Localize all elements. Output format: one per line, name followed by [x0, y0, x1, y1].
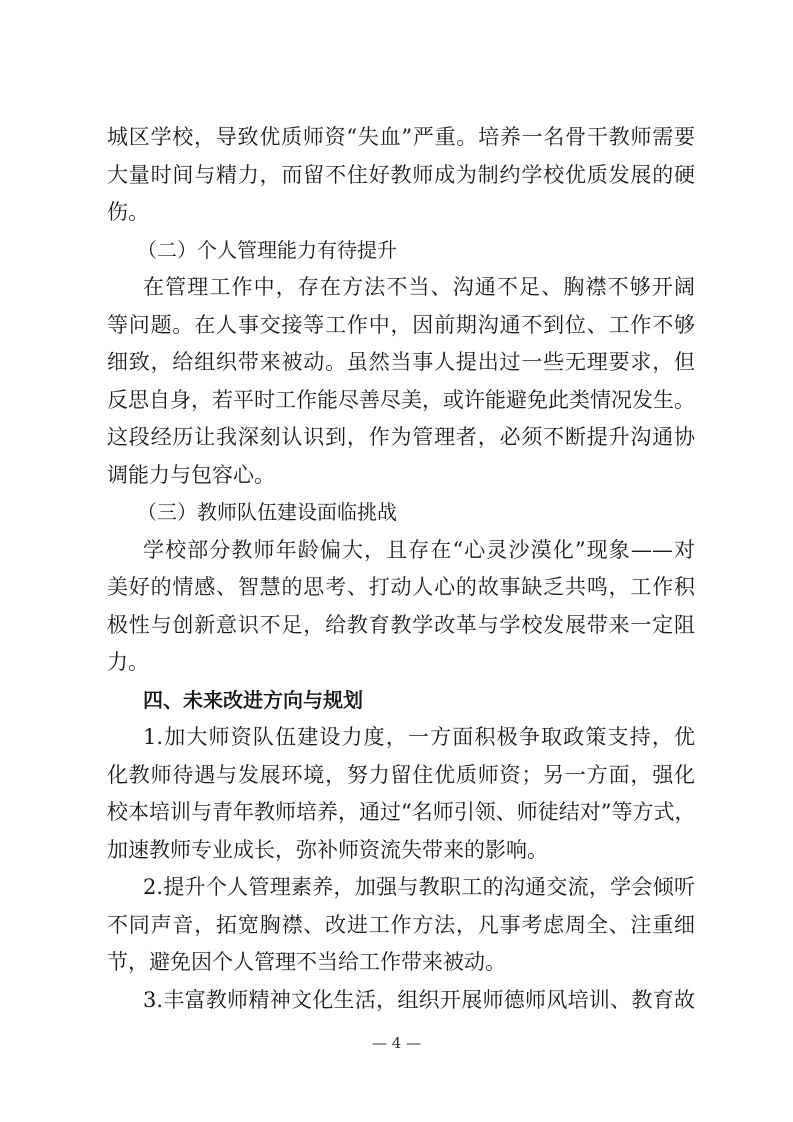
text-line: 学校部分教师年龄偏大，且存在“心灵沙漠化”现象——对: [143, 537, 695, 562]
text-line: （三）教师队伍建设面临挑战: [137, 500, 397, 524]
text-line: 这段经历让我深刻认识到，作为管理者，必须不断提升沟通协: [107, 425, 695, 449]
text-line: 极性与创新意识不足，给教育教学改革与学校发展带来一定阻: [107, 612, 695, 637]
paragraph: [107, 269, 695, 494]
text-line: （二）个人管理能力有待提升: [137, 237, 397, 262]
text-line: 大量时间与精力，而留不住好教师成为制约学校优质发展的硬: [107, 162, 695, 187]
text-line: 等问题。在人事交接等工作中，因前期沟通不到位、工作不够: [107, 312, 695, 337]
text-line: 节，避免因个人管理不当给工作带来被动。: [107, 950, 506, 974]
text-line: 加速教师专业成长，弥补师资流失带来的影响。: [107, 837, 548, 862]
paragraph: [107, 119, 695, 232]
text-line: 伤。: [107, 200, 149, 224]
text-line: 细致，给组织带来被动。虽然当事人提出过一些无理要求，但: [107, 350, 695, 374]
text-line: 四、未来改进方向与规划: [143, 687, 363, 712]
subsection-heading: [107, 494, 695, 532]
paragraph: [107, 532, 695, 682]
text-line: 3.丰富教师精神文化生活，组织开展师德师风培训、教育故: [143, 987, 695, 1012]
text-line: 美好的情感、智慧的思考、打动人心的故事缺乏共鸣，工作积: [107, 575, 695, 599]
text-line: 不同声音，拓宽胸襟、改进工作方法，凡事考虑周全、注重细: [107, 912, 695, 937]
document-body: [107, 119, 695, 1019]
text-line: 反思自身，若平时工作能尽善尽美，或许能避免此类情况发生。: [107, 387, 695, 412]
text-line: 校本培训与青年教师培养，通过“名师引领、师徒结对”等方式，: [107, 800, 696, 824]
paragraph: [107, 719, 695, 869]
text-line: 力。: [107, 650, 149, 674]
paragraph: [107, 982, 695, 1020]
subsection-heading: [107, 232, 695, 270]
section-heading: [107, 682, 695, 720]
text-line: 城区学校，导致优质师资“失血”严重。培养一名骨干教师需要: [107, 125, 695, 149]
page-number: — 4 —: [371, 1034, 422, 1052]
text-line: 1.加大师资队伍建设力度，一方面积极争取政策支持，优: [143, 725, 695, 749]
paragraph: [107, 869, 695, 982]
text-line: 2.提升个人管理素养，加强与教职工的沟通交流，学会倾听: [143, 875, 695, 899]
text-line: 在管理工作中，存在方法不当、沟通不足、胸襟不够开阔: [143, 275, 695, 299]
text-line: 化教师待遇与发展环境，努力留住优质师资；另一方面，强化: [107, 762, 695, 787]
text-line: 调能力与包容心。: [107, 462, 275, 487]
